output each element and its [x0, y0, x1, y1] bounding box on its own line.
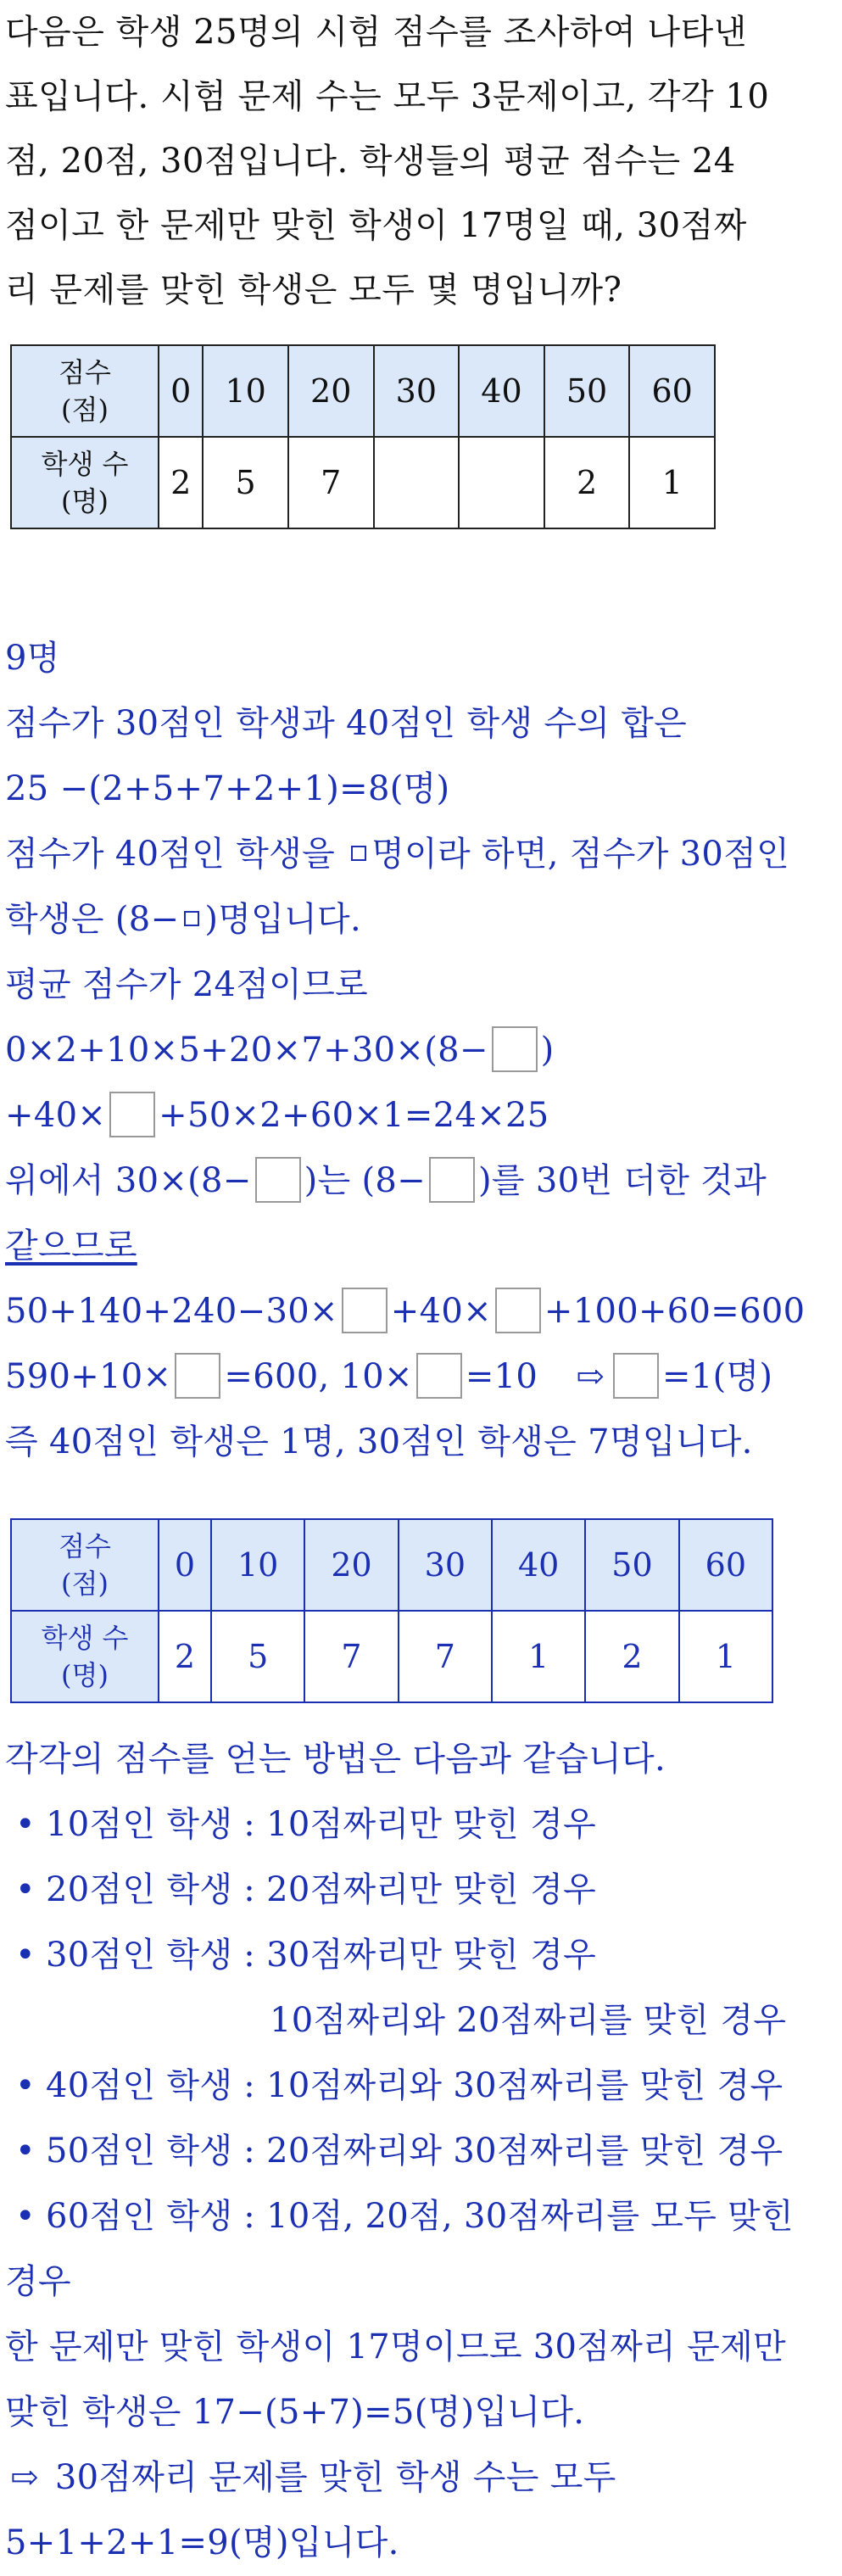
list-item: • 50점인 학생 : 20점짜리와 30점짜리를 맞힌 경우 [5, 2119, 794, 2184]
table-cell: 2 [544, 437, 630, 528]
bullet-icon: • [15, 1870, 36, 1909]
solution-line: 학생은 (8− )명입니다. [5, 900, 361, 939]
table-cell: 0 [159, 345, 203, 437]
question-line: 표입니다. 시험 문제 수는 모두 3문제이고, 각각 10 [5, 77, 770, 116]
table-cell: 60 [679, 1519, 772, 1611]
blank-box [342, 1288, 388, 1333]
list-item-continuation: 10점짜리와 20점짜리를 맞힌 경우 [270, 2001, 787, 2040]
arrow-icon: ⇨ [10, 2458, 39, 2497]
list-item: • 40점인 학생 : 10점짜리와 30점짜리를 맞힌 경우 [5, 2054, 794, 2119]
table-cell: 5 [211, 1611, 304, 1702]
blank-box [175, 1353, 220, 1399]
table-cell: 2 [585, 1611, 678, 1702]
solution-line: 점수가 30점인 학생과 40점인 학생 수의 합은 [5, 704, 688, 743]
explanation-line: 맞힌 학생은 17−(5+7)=5(명)입니다. [5, 2393, 585, 2432]
table-cell: 2 [159, 1611, 211, 1702]
table-cell: 50 [585, 1519, 678, 1611]
unknown-box [351, 846, 366, 861]
question-line: 다음은 학생 25명의 시험 점수를 조사하여 나타낸 [5, 13, 747, 52]
solution-line: +40× +50×2+60×1=24×25 [5, 1083, 805, 1148]
explanation-line: 5+1+2+1=9(명)입니다. [5, 2523, 399, 2562]
table-cell: 10 [203, 345, 288, 437]
solution-line: 평균 점수가 24점이므로 [5, 965, 368, 1004]
blank-box [109, 1092, 155, 1137]
table-cell [459, 437, 544, 528]
solution-line: 같으므로 [5, 1227, 137, 1266]
table-cell: 30 [399, 1519, 492, 1611]
table-cell: 5 [203, 437, 288, 528]
table-header-label: 점수 (점) [11, 1519, 159, 1611]
table-row-label: 학생 수 (명) [11, 1611, 159, 1702]
table-cell: 7 [399, 1611, 492, 1702]
explanation-line: ⇨ 30점짜리 문제를 맞힌 학생 수는 모두 [5, 2445, 794, 2511]
explanation [5, 1727, 794, 2576]
solution-line: 위에서 30×(8− )는 (8− )를 30번 더한 것과 [5, 1148, 805, 1214]
list-item: • 30점인 학생 : 30점짜리만 맞힌 경우 [5, 1923, 794, 1988]
blank-box [492, 1026, 538, 1072]
table-cell: 40 [492, 1519, 585, 1611]
table-cell: 2 [159, 437, 203, 528]
unknown-box [184, 911, 199, 926]
explanation-line: 한 문제만 맞힌 학생이 17명이므로 30점짜리 문제만 [5, 2327, 786, 2366]
question-line: 점이고 한 문제만 맞힌 학생이 17명일 때, 30점짜 [5, 206, 747, 245]
list-item: • 60점인 학생 : 10점, 20점, 30점짜리를 모두 맞힌 [5, 2184, 794, 2249]
table-cell: 0 [159, 1519, 211, 1611]
solution-line: 0×2+10×5+20×7+30×(8− ) [5, 1018, 805, 1083]
table-cell: 50 [544, 345, 630, 437]
table-cell: 1 [629, 437, 715, 528]
solution [5, 626, 805, 1475]
bullet-icon: • [15, 2132, 36, 2171]
blank-box [255, 1157, 301, 1203]
table-cell: 20 [304, 1519, 398, 1611]
table-cell: 40 [459, 345, 544, 437]
blank-box [416, 1353, 462, 1399]
table-cell: 7 [288, 437, 374, 528]
list-item: • 10점인 학생 : 10점짜리만 맞힌 경우 [5, 1792, 794, 1858]
solution-line: 25 −(2+5+7+2+1)=8(명) [5, 769, 450, 808]
answer: 9명 [5, 639, 60, 678]
bullet-icon: • [15, 2197, 36, 2236]
bullet-icon: • [15, 1805, 36, 1844]
explanation-line: 각각의 점수를 얻는 방법은 다음과 같습니다. [5, 1740, 666, 1779]
table-header-label: 점수 (점) [11, 345, 159, 437]
bullet-icon: • [15, 2066, 36, 2105]
table-cell: 10 [211, 1519, 304, 1611]
question-line: 점, 20점, 30점입니다. 학생들의 평균 점수는 24 [5, 142, 736, 181]
blank-box [613, 1353, 659, 1399]
list-item: • 20점인 학생 : 20점짜리만 맞힌 경우 [5, 1858, 794, 1923]
question-line: 리 문제를 맞힌 학생은 모두 몇 명입니까? [5, 271, 622, 310]
solution-line: 590+10× =600, 10× =10 ⇨ =1(명) [5, 1344, 805, 1410]
arrow-icon: ⇨ [576, 1357, 605, 1396]
table-row-label: 학생 수 (명) [11, 437, 159, 528]
blank-box [495, 1288, 541, 1333]
blank-box [429, 1157, 475, 1203]
table-cell [374, 437, 460, 528]
table-cell: 60 [629, 345, 715, 437]
solution-line: 50+140+240−30× +40× +100+60=600 [5, 1279, 805, 1344]
score-table-question [10, 344, 716, 529]
list-item-continuation: 경우 [5, 2262, 71, 2301]
solution-line: 즉 40점인 학생은 1명, 30점인 학생은 7명입니다. [5, 1422, 753, 1461]
question [5, 0, 769, 322]
table-cell: 1 [492, 1611, 585, 1702]
solution-line: 점수가 40점인 학생을 명이라 하면, 점수가 30점인 [5, 835, 790, 874]
table-cell: 20 [288, 345, 374, 437]
table-cell: 7 [304, 1611, 398, 1702]
table-cell: 30 [374, 345, 460, 437]
score-table-answer [10, 1518, 773, 1703]
table-cell: 1 [679, 1611, 772, 1702]
bullet-icon: • [15, 1936, 36, 1975]
